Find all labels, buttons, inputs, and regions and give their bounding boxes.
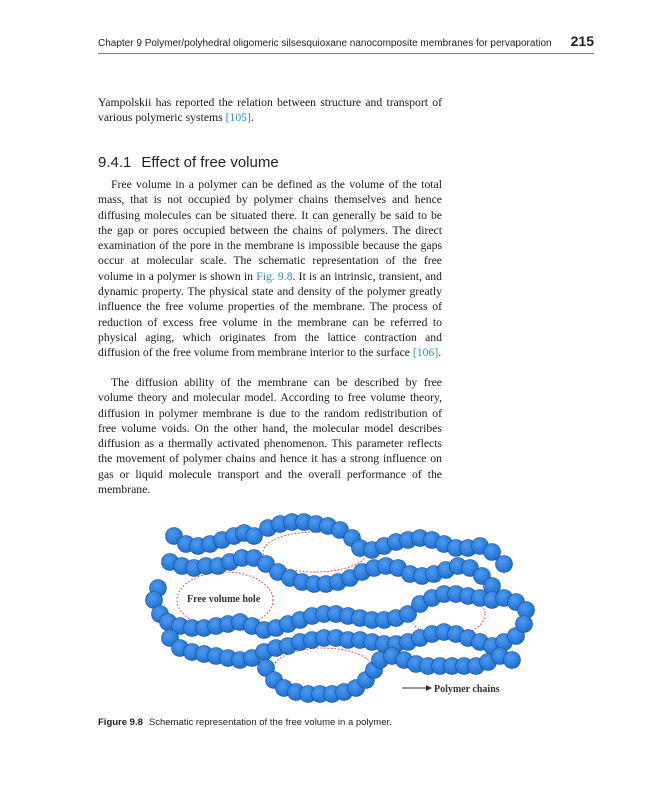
section-number: 9.4.1 — [98, 154, 132, 171]
intro-end: . — [250, 111, 254, 125]
paragraph2-text: The diffusion ability of the membrane can be described by free volume theory and molecular model. According to free volume theory, diffusion in polymer membrane is due to the random redistribution of free volume voids. On the other hand, the molecular model describes diffusion as a thermally activated phenomenon. This parameter reflects the movement of polymer chains and hence it has a strong influence on gas or liquid molecule transport and the overall performance of the membrane. — [98, 376, 442, 497]
figure-reference[interactable]: Fig. 9.8 — [256, 269, 293, 283]
header-rule — [98, 53, 594, 54]
figure-label: Figure 9.8 — [98, 717, 143, 728]
intro-text: Yampolskii has reported the relation between structure and transport of various polymeric systems — [98, 96, 442, 125]
polymer-chain-beads — [146, 514, 535, 703]
figure-caption-text: Schematic representation of the free volume in a polymer. — [148, 717, 392, 728]
section-title: Effect of free volume — [141, 154, 279, 171]
section-heading — [98, 154, 442, 171]
paragraph-diffusion — [98, 375, 442, 497]
paragraph1-end: . — [438, 346, 442, 360]
citation-106[interactable]: [106] — [412, 346, 439, 360]
arrow-head-icon — [426, 685, 432, 691]
citation-105[interactable]: [105] — [225, 111, 251, 125]
intro-paragraph — [98, 95, 442, 126]
polymer-bead — [496, 556, 513, 573]
free-volume-diagram — [140, 510, 540, 710]
polymer-bead — [504, 652, 521, 669]
polymer-bead — [516, 616, 533, 633]
paragraph1-part2: . It is an intrinsic, transient, and dynamic property. The physical state and density of the polymer greatly influence the free volume properties of the membrane. The process of reduction of excess free volume in the membrane can be referred to physical aging, which originates from the lattice contraction and diffusion of the free volume from membrane interior to the surface — [98, 269, 442, 360]
paragraph-free-volume — [98, 177, 442, 361]
paragraph1-part1: Free volume in a polymer can be defined as the volume of the total mass, that is not occupied by polymer chains themselves and hence diffusing molecules can be situated there. It can generally be said to be the gap or pores occupied between the chains of polymers. The direct examination of the pore in the membrane is impossible because the gaps occur at molecular scale. The schematic representation of the free volume in a polymer is shown in — [98, 178, 442, 283]
page-number: 215 — [570, 33, 594, 49]
free-volume-hole-label: Free volume hole — [187, 594, 261, 605]
polymer-chains-label: Polymer chains — [434, 684, 500, 695]
figure-free-volume — [140, 510, 540, 710]
figure-caption — [98, 717, 598, 728]
running-header — [98, 33, 594, 51]
running-title: Chapter 9 Polymer/polyhedral oligomeric silsesquioxane nanocomposite membranes for pervaporation — [98, 38, 552, 49]
